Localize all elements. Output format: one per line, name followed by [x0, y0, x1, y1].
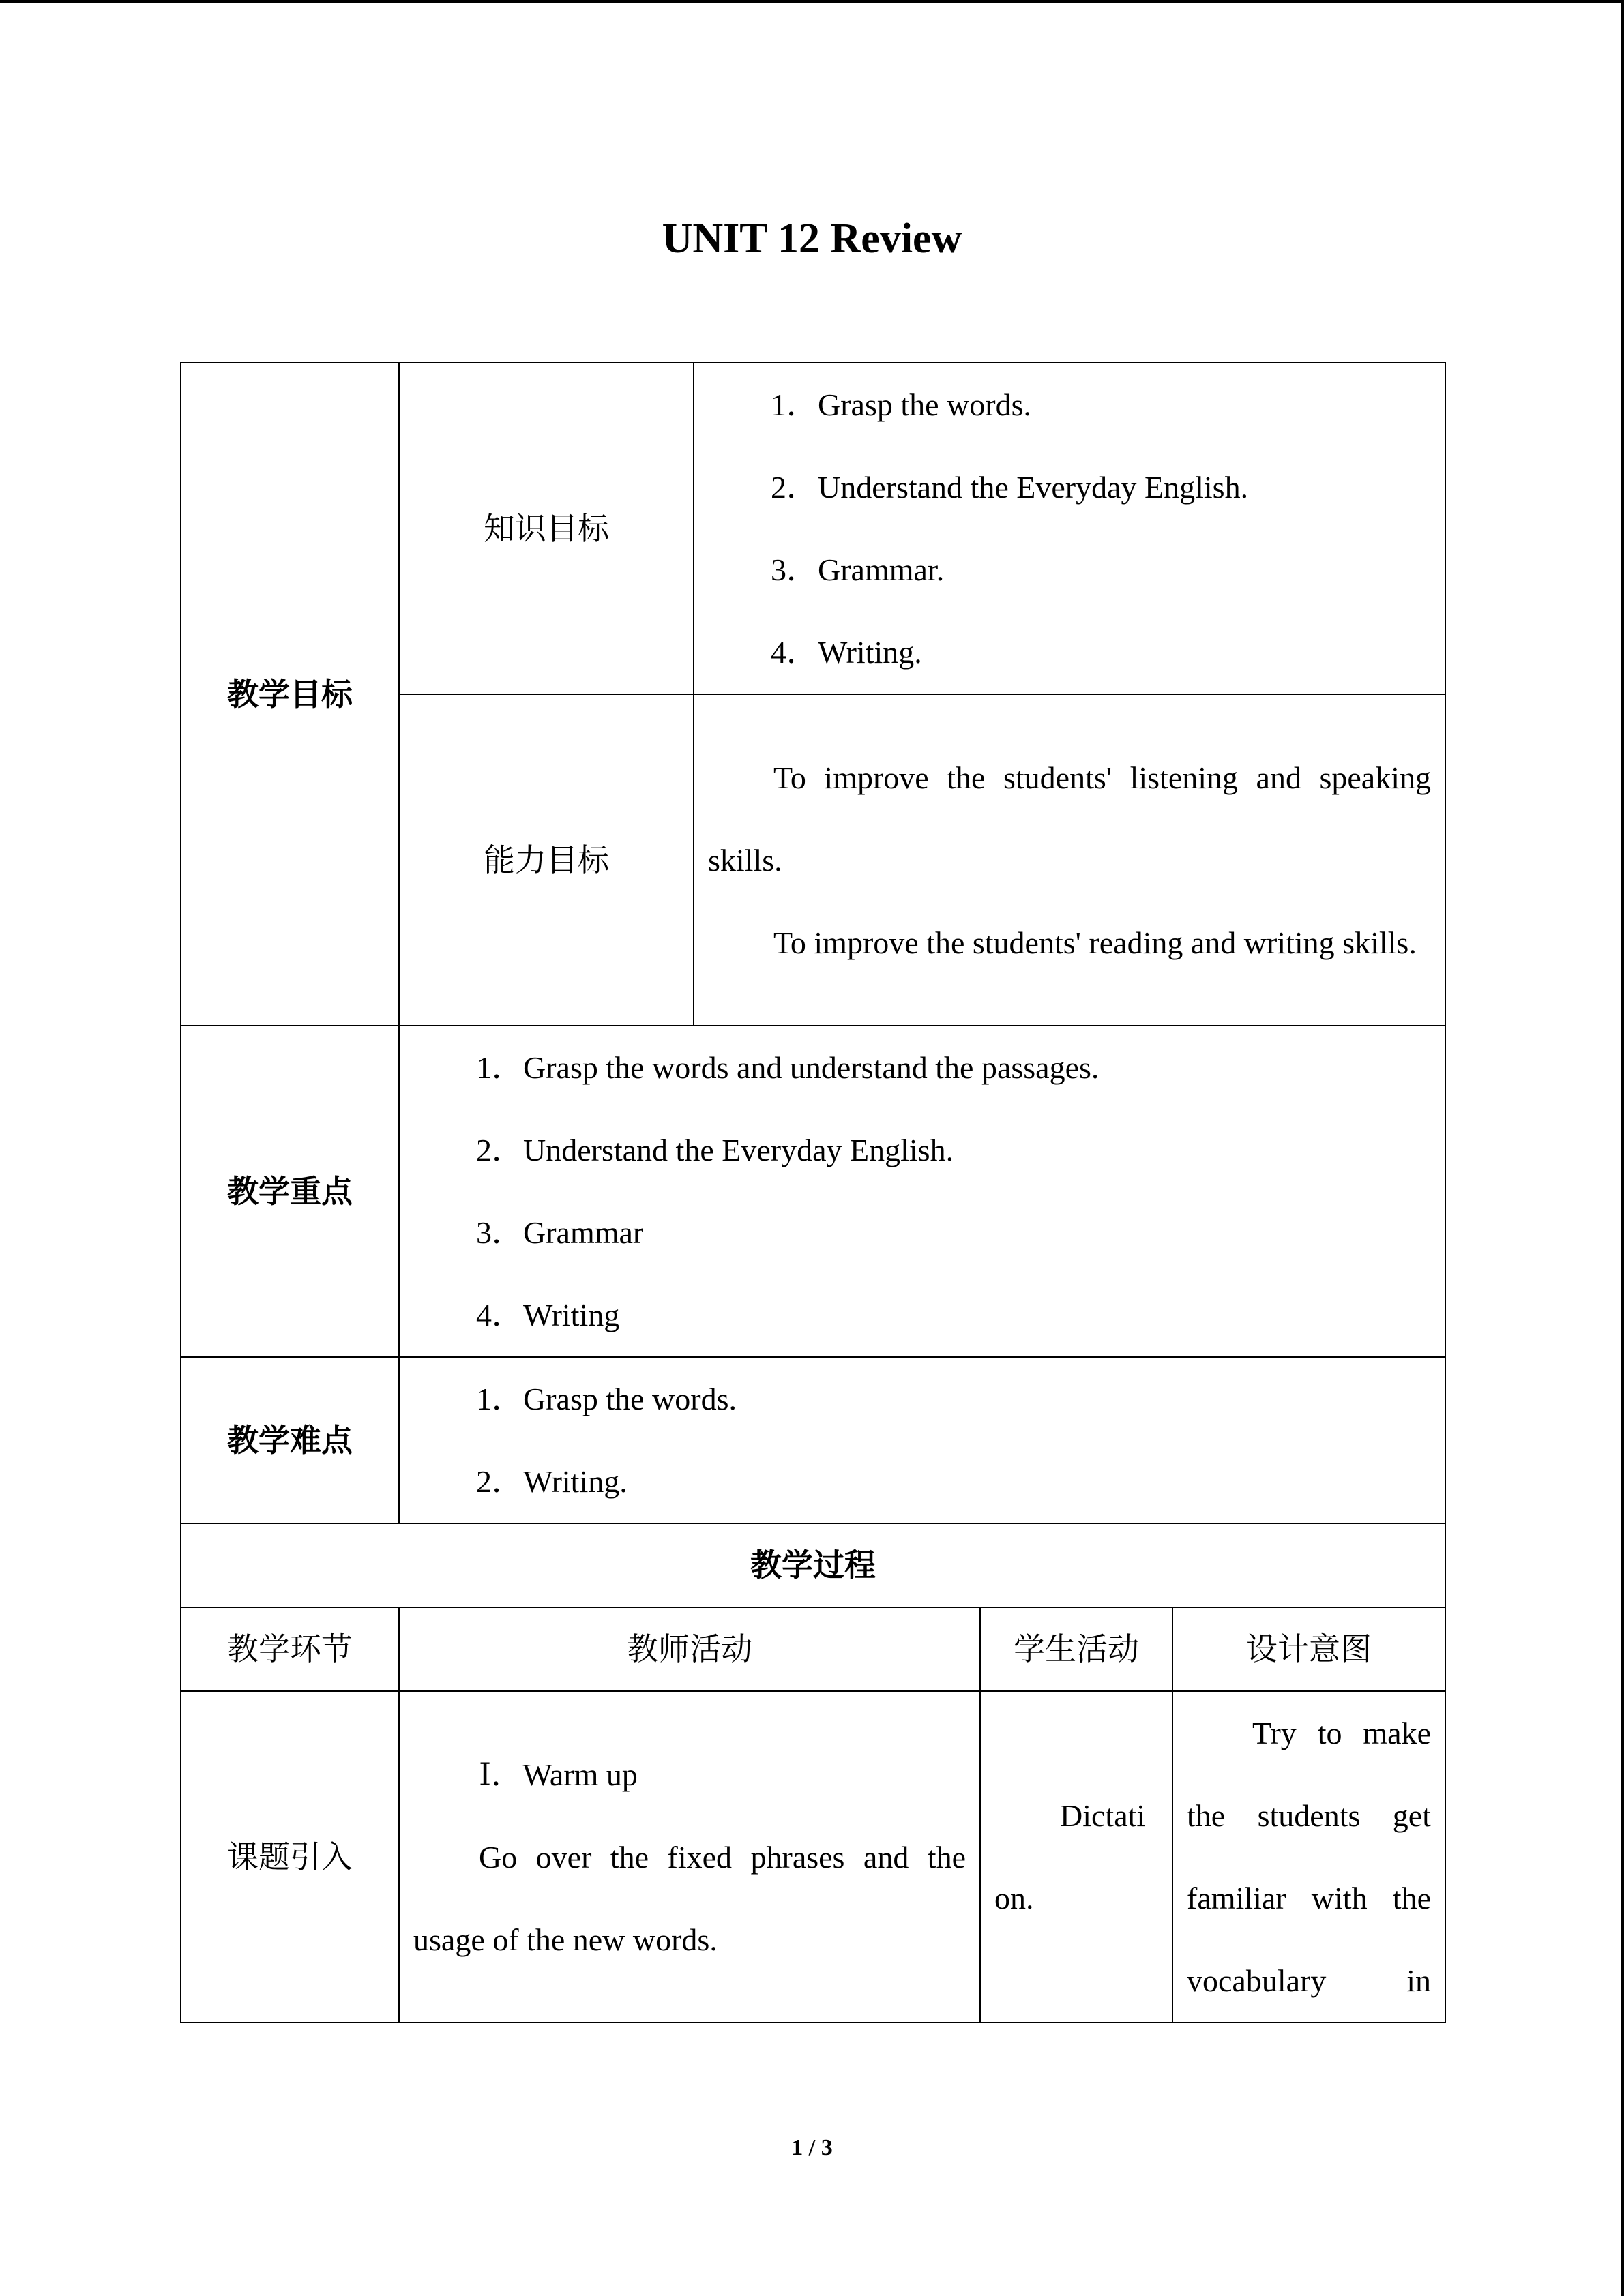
difficulty-item: 2．Writing.	[476, 1464, 628, 1499]
difficulties-label: 教学难点	[181, 1357, 399, 1523]
document-title: UNIT 12 Review	[662, 215, 962, 262]
page-border-top	[0, 0, 1624, 3]
teacher-activity-cell	[399, 1691, 980, 2023]
key-points-row	[181, 1026, 1445, 1357]
knowledge-item: 4．Writing.	[771, 635, 922, 670]
objectives-label: 教学目标	[181, 363, 399, 1026]
key-point-item: 2．Understand the Everyday English.	[476, 1133, 954, 1167]
key-points-items	[399, 1026, 1445, 1357]
ability-label: 能力目标	[399, 694, 694, 1026]
stage-cell: 课题引入	[181, 1691, 399, 2023]
key-point-item: 1．Grasp the words and understand the passages.	[476, 1050, 1099, 1085]
process-heading-row	[181, 1523, 1445, 1607]
process-heading: 教学过程	[181, 1523, 1445, 1607]
column-header-student: 学生活动	[980, 1607, 1172, 1691]
ability-paragraphs	[694, 694, 1445, 1026]
teacher-activity-heading: Ⅰ．Warm up	[479, 1757, 638, 1792]
knowledge-item: 3．Grammar.	[771, 552, 945, 587]
knowledge-item: 1．Grasp the words.	[771, 387, 1031, 422]
objectives-knowledge-row	[181, 363, 1445, 694]
key-points-label: 教学重点	[181, 1026, 399, 1357]
ability-paragraph: To improve the students' reading and writing skills.	[773, 925, 1417, 960]
difficulties-row	[181, 1357, 1445, 1523]
design-intent-text: Try to make the students get familiar with the vocabulary in	[1187, 1716, 1432, 1998]
student-activity-cell	[980, 1691, 1172, 2023]
page-indicator: 1 / 3	[791, 2135, 833, 2160]
page-border-right	[1621, 0, 1624, 2296]
process-header-row	[181, 1607, 1445, 1691]
key-point-item: 4．Writing	[476, 1298, 620, 1332]
design-intent-cell	[1172, 1691, 1445, 2023]
lesson-plan-table	[180, 362, 1446, 2023]
knowledge-item: 2．Understand the Everyday English.	[771, 470, 1249, 505]
column-header-stage: 教学环节	[181, 1607, 399, 1691]
teacher-activity-text: Go over the fixed phrases and the usage of the new words.	[413, 1839, 966, 1957]
column-header-intent: 设计意图	[1172, 1607, 1445, 1691]
column-header-teacher: 教师活动	[399, 1607, 980, 1691]
ability-paragraph: To improve the students' listening and speaking skills.	[708, 760, 1432, 878]
key-point-item: 3．Grammar	[476, 1215, 644, 1250]
knowledge-items	[694, 363, 1445, 694]
knowledge-label: 知识目标	[399, 363, 694, 694]
difficulties-items	[399, 1357, 1445, 1523]
student-activity-text: Dictation.	[994, 1798, 1146, 1915]
difficulty-item: 1．Grasp the words.	[476, 1382, 737, 1416]
process-row-intro	[181, 1691, 1445, 2023]
